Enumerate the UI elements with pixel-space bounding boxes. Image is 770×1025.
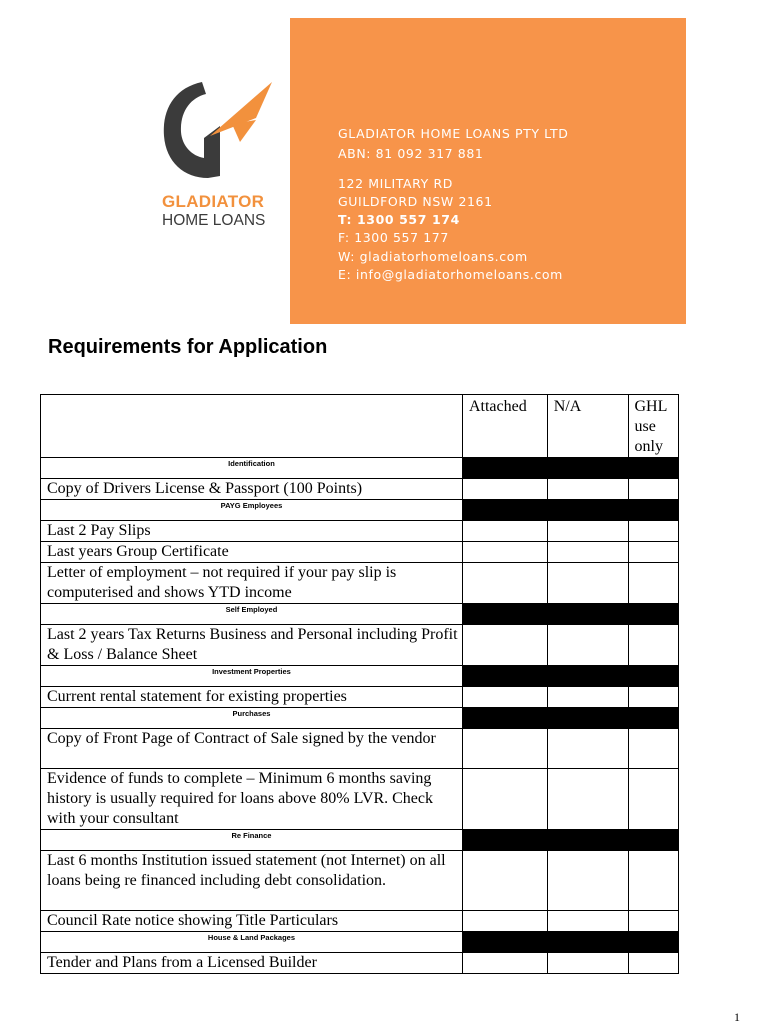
na-checkbox-cell[interactable] (547, 953, 628, 974)
na-checkbox-cell[interactable] (547, 851, 628, 911)
header-attached: Attached (462, 395, 547, 458)
item-pay-slips: Last 2 Pay Slips (41, 521, 463, 542)
item-letter-employment: Letter of employment – not required if your pay slip is computerised and shows YTD income (41, 563, 463, 604)
ghl-cell[interactable] (628, 542, 679, 563)
attached-checkbox-cell[interactable] (462, 953, 547, 974)
table-row (41, 687, 679, 708)
table-row (41, 729, 679, 769)
item-rental-statement: Current rental statement for existing properties (41, 687, 463, 708)
section-row (41, 932, 679, 953)
address-line-2: GUILDFORD NSW 2161 (338, 194, 493, 209)
ghl-cell[interactable] (628, 911, 679, 932)
header-na: N/A (547, 395, 628, 458)
page-number: 1 (734, 1010, 740, 1024)
section-row (41, 458, 679, 479)
attached-checkbox-cell[interactable] (462, 687, 547, 708)
item-group-certificate: Last years Group Certificate (41, 542, 463, 563)
attached-checkbox-cell[interactable] (462, 521, 547, 542)
section-self-employed: Self Employed (41, 604, 463, 625)
section-row (41, 708, 679, 729)
na-checkbox-cell[interactable] (547, 521, 628, 542)
item-council-rate: Council Rate notice showing Title Particulars (41, 911, 463, 932)
table-row (41, 911, 679, 932)
section-refinance: Re Finance (41, 830, 463, 851)
section-row (41, 500, 679, 521)
section-row (41, 830, 679, 851)
attached-checkbox-cell[interactable] (462, 851, 547, 911)
section-row (41, 666, 679, 687)
attached-checkbox-cell[interactable] (462, 479, 547, 500)
website-link[interactable]: W: gladiatorhomeloans.com (338, 249, 528, 264)
ghl-cell[interactable] (628, 625, 679, 666)
item-institution-statement: Last 6 months Institution issued statement (not Internet) on all loans being re financed including debt consolidation. (41, 851, 463, 911)
section-payg: PAYG Employees (41, 500, 463, 521)
company-abn: ABN: 81 092 317 881 (338, 146, 484, 161)
attached-checkbox-cell[interactable] (462, 625, 547, 666)
ghl-cell[interactable] (628, 851, 679, 911)
header-blank (41, 395, 463, 458)
requirements-table (40, 394, 679, 974)
attached-checkbox-cell[interactable] (462, 729, 547, 769)
item-drivers-license: Copy of Drivers License & Passport (100 Points) (41, 479, 463, 500)
section-investment: Investment Properties (41, 666, 463, 687)
item-contract-sale: Copy of Front Page of Contract of Sale signed by the vendor (41, 729, 463, 769)
na-checkbox-cell[interactable] (547, 687, 628, 708)
ghl-cell[interactable] (628, 687, 679, 708)
item-evidence-funds: Evidence of funds to complete – Minimum 6 months saving history is usually required for loans above 80% LVR. Check with your consultant (41, 769, 463, 830)
logo-wordmark-top: GLADIATOR (162, 192, 265, 211)
ghl-cell[interactable] (628, 521, 679, 542)
header-ghl: GHL use only (628, 395, 679, 458)
fax-number: F: 1300 557 177 (338, 230, 449, 245)
na-checkbox-cell[interactable] (547, 769, 628, 830)
table-row (41, 521, 679, 542)
table-row (41, 479, 679, 500)
na-checkbox-cell[interactable] (547, 479, 628, 500)
phone-number: T: 1300 557 174 (338, 212, 460, 227)
na-checkbox-cell[interactable] (547, 542, 628, 563)
ghl-cell[interactable] (628, 769, 679, 830)
na-checkbox-cell[interactable] (547, 729, 628, 769)
company-name: GLADIATOR HOME LOANS PTY LTD (338, 126, 569, 141)
company-contact-box (290, 18, 686, 324)
company-logo (150, 78, 280, 238)
table-row (41, 563, 679, 604)
ghl-cell[interactable] (628, 563, 679, 604)
table-row (41, 851, 679, 911)
table-row (41, 542, 679, 563)
ghl-cell[interactable] (628, 729, 679, 769)
attached-checkbox-cell[interactable] (462, 911, 547, 932)
table-row (41, 769, 679, 830)
section-house-land: House & Land Packages (41, 932, 463, 953)
attached-checkbox-cell[interactable] (462, 769, 547, 830)
ghl-cell[interactable] (628, 953, 679, 974)
section-purchases: Purchases (41, 708, 463, 729)
table-header-row (41, 395, 679, 458)
table-row (41, 625, 679, 666)
na-checkbox-cell[interactable] (547, 625, 628, 666)
table-row (41, 953, 679, 974)
item-tax-returns: Last 2 years Tax Returns Business and Personal including Profit & Loss / Balance Sheet (41, 625, 463, 666)
section-identification: Identification (41, 458, 463, 479)
attached-checkbox-cell[interactable] (462, 542, 547, 563)
email-link[interactable]: E: info@gladiatorhomeloans.com (338, 267, 563, 282)
logo-wordmark-bottom: HOME LOANS (162, 212, 266, 229)
attached-checkbox-cell[interactable] (462, 563, 547, 604)
gladiator-g-logo-icon (156, 78, 274, 182)
section-row (41, 604, 679, 625)
na-checkbox-cell[interactable] (547, 911, 628, 932)
na-checkbox-cell[interactable] (547, 563, 628, 604)
item-tender-plans: Tender and Plans from a Licensed Builder (41, 953, 463, 974)
ghl-cell[interactable] (628, 479, 679, 500)
address-line-1: 122 MILITARY RD (338, 176, 453, 191)
page-title: Requirements for Application (48, 336, 328, 358)
